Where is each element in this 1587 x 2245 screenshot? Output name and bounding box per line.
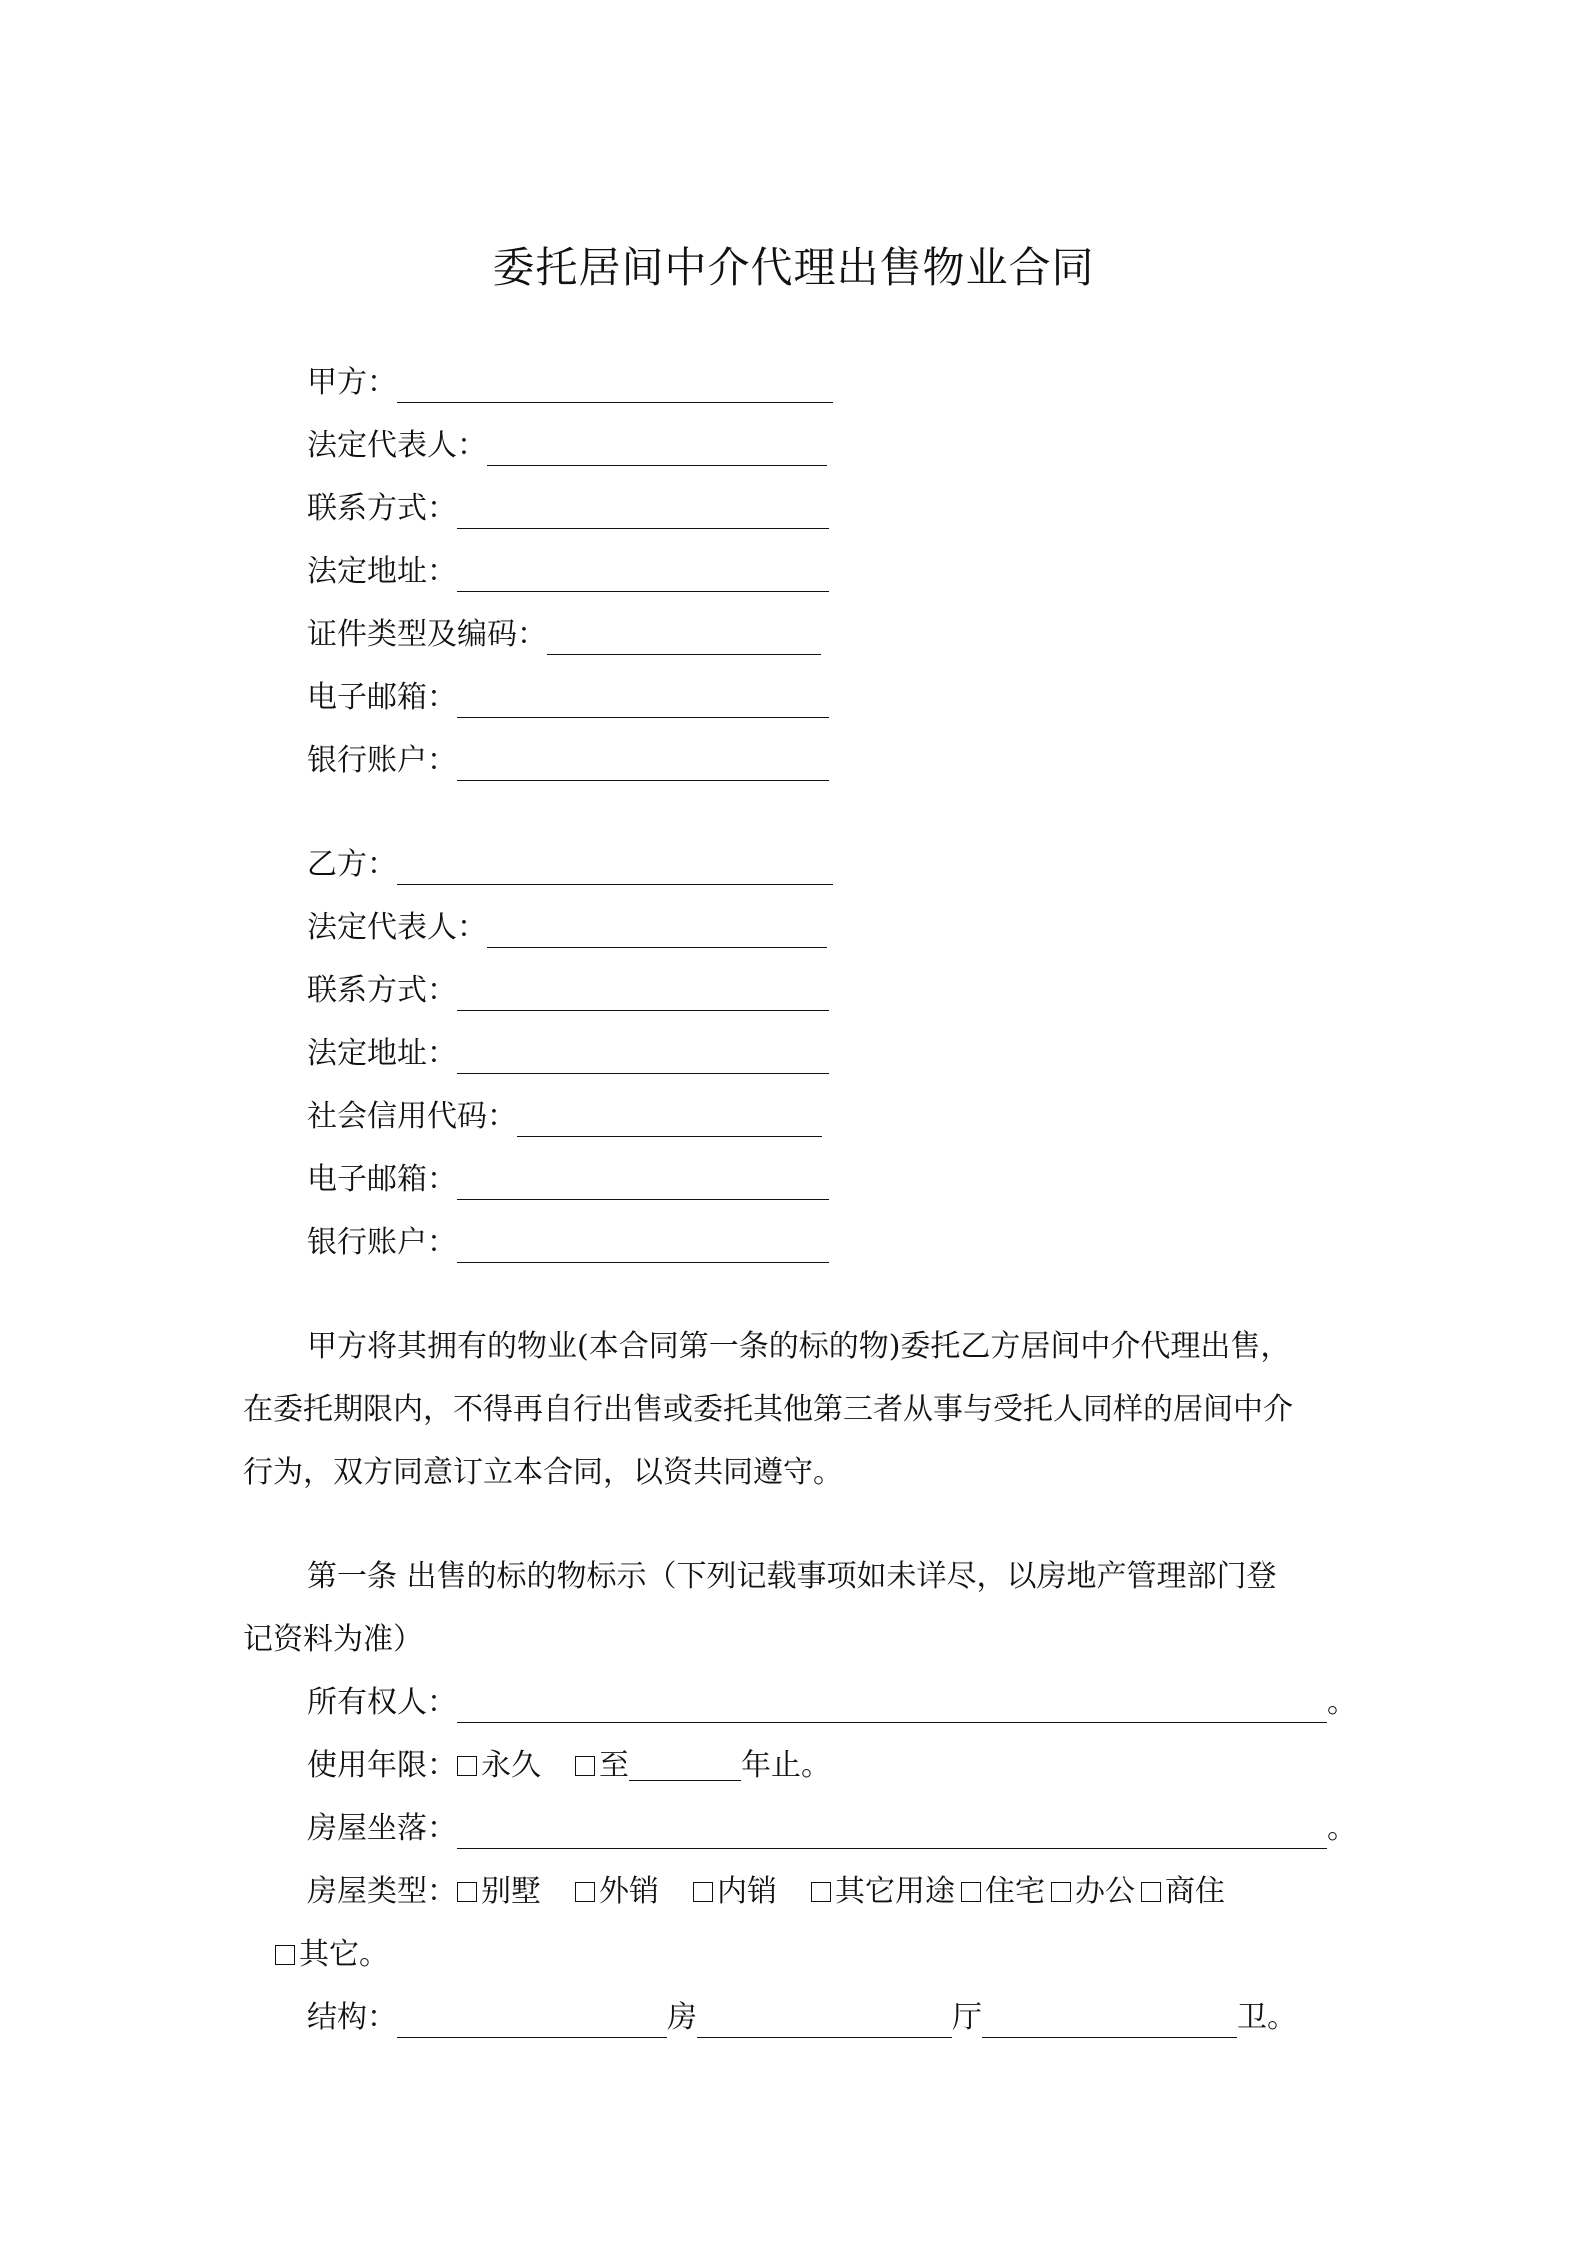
party-a-email-field bbox=[307, 678, 829, 718]
structure-label: 结构： bbox=[307, 2000, 397, 2035]
term-label: 使用年限： bbox=[307, 1748, 457, 1783]
type-option-other-use: 其它用途 bbox=[805, 1872, 955, 1912]
party-a-id-blank[interactable] bbox=[547, 622, 821, 655]
type-export-checkbox[interactable] bbox=[575, 1882, 595, 1902]
house-type-field bbox=[307, 1872, 1225, 1912]
party-a-representative-label: 法定代表人： bbox=[307, 428, 487, 463]
type-residential-checkbox[interactable] bbox=[961, 1882, 981, 1902]
party-a-id-field bbox=[307, 615, 821, 655]
type-option-commercial-residential: 商住 bbox=[1135, 1872, 1225, 1912]
type-option-export: 外销 bbox=[569, 1872, 659, 1912]
party-b-address-blank[interactable] bbox=[457, 1041, 829, 1074]
party-a-bank-label: 银行账户： bbox=[307, 743, 457, 778]
location-label: 房屋坐落： bbox=[307, 1811, 457, 1846]
party-b-representative-blank[interactable] bbox=[487, 915, 827, 948]
term-year-blank[interactable] bbox=[629, 1750, 741, 1781]
party-a-field bbox=[307, 363, 833, 403]
party-b-contact-field bbox=[307, 971, 829, 1011]
type-villa-checkbox[interactable] bbox=[457, 1882, 477, 1902]
party-b-email-blank[interactable] bbox=[457, 1167, 829, 1200]
hall-label: 厅 bbox=[952, 2000, 982, 2035]
party-b-contact-label: 联系方式： bbox=[307, 973, 457, 1008]
party-a-representative-field bbox=[307, 426, 827, 466]
party-b-email-label: 电子邮箱： bbox=[307, 1162, 457, 1197]
party-a-address-label: 法定地址： bbox=[307, 554, 457, 589]
type-other-line bbox=[275, 1935, 389, 1975]
location-blank[interactable] bbox=[457, 1816, 1327, 1849]
intro-line-1: 甲方将其拥有的物业(本合同第一条的标的物)委托乙方居间中介代理出售， bbox=[307, 1329, 1291, 1364]
owner-field bbox=[307, 1683, 1357, 1723]
party-b-credit-code-label: 社会信用代码： bbox=[307, 1099, 517, 1134]
party-b-label: 乙方： bbox=[307, 847, 397, 882]
article-1-heading-line-2: 记资料为准） bbox=[243, 1622, 423, 1657]
bath-label: 卫。 bbox=[1237, 2000, 1297, 2035]
party-a-contact-field bbox=[307, 489, 829, 529]
hall-blank[interactable] bbox=[697, 2005, 952, 2038]
party-b-address-field bbox=[307, 1034, 829, 1074]
location-field bbox=[307, 1809, 1357, 1849]
term-until-label: 至 bbox=[599, 1748, 629, 1783]
party-a-address-field bbox=[307, 552, 829, 592]
term-field bbox=[307, 1746, 831, 1786]
room-blank[interactable] bbox=[397, 2005, 667, 2038]
party-a-representative-blank[interactable] bbox=[487, 433, 827, 466]
room-label: 房 bbox=[667, 2000, 697, 2035]
type-option-villa: 别墅 bbox=[457, 1872, 541, 1912]
intro-line-2: 在委托期限内，不得再自行出售或委托其他第三者从事与受托人同样的居间中介 bbox=[243, 1392, 1293, 1427]
type-commercial-residential-checkbox[interactable] bbox=[1141, 1882, 1161, 1902]
party-a-contact-label: 联系方式： bbox=[307, 491, 457, 526]
type-other-label: 其它。 bbox=[299, 1937, 389, 1972]
type-option-residential: 住宅 bbox=[955, 1872, 1045, 1912]
structure-field bbox=[307, 1998, 1297, 2038]
party-b-representative-field bbox=[307, 908, 827, 948]
intro-line-3: 行为，双方同意订立本合同，以资共同遵守。 bbox=[243, 1455, 843, 1490]
owner-label: 所有权人： bbox=[307, 1685, 457, 1720]
party-a-contact-blank[interactable] bbox=[457, 496, 829, 529]
party-a-bank-blank[interactable] bbox=[457, 748, 829, 781]
article-1-heading-line-1: 第一条 出售的标的物标示（下列记载事项如未详尽，以房地产管理部门登 bbox=[307, 1559, 1277, 1594]
type-other-use-checkbox[interactable] bbox=[811, 1882, 831, 1902]
party-a-address-blank[interactable] bbox=[457, 559, 829, 592]
party-b-field bbox=[307, 845, 833, 885]
party-a-label: 甲方： bbox=[307, 365, 397, 400]
party-b-credit-code-field bbox=[307, 1097, 822, 1137]
party-b-bank-field bbox=[307, 1223, 829, 1263]
party-b-email-field bbox=[307, 1160, 829, 1200]
term-suffix: 年止。 bbox=[741, 1748, 831, 1783]
term-until-checkbox[interactable] bbox=[575, 1756, 595, 1776]
party-b-blank[interactable] bbox=[397, 852, 833, 885]
party-b-contact-blank[interactable] bbox=[457, 978, 829, 1011]
type-option-domestic: 内销 bbox=[687, 1872, 777, 1912]
type-office-checkbox[interactable] bbox=[1051, 1882, 1071, 1902]
party-b-representative-label: 法定代表人： bbox=[307, 910, 487, 945]
party-b-bank-blank[interactable] bbox=[457, 1230, 829, 1263]
term-permanent-checkbox[interactable] bbox=[457, 1756, 477, 1776]
party-a-blank[interactable] bbox=[397, 370, 833, 403]
type-domestic-checkbox[interactable] bbox=[693, 1882, 713, 1902]
party-a-email-label: 电子邮箱： bbox=[307, 680, 457, 715]
party-b-credit-code-blank[interactable] bbox=[517, 1104, 822, 1137]
type-other-checkbox[interactable] bbox=[275, 1945, 295, 1965]
owner-blank[interactable] bbox=[457, 1690, 1327, 1723]
party-b-bank-label: 银行账户： bbox=[307, 1225, 457, 1260]
term-permanent-label: 永久 bbox=[481, 1748, 541, 1783]
party-b-address-label: 法定地址： bbox=[307, 1036, 457, 1071]
party-a-bank-field bbox=[307, 741, 829, 781]
location-period: 。 bbox=[1327, 1811, 1357, 1846]
owner-period: 。 bbox=[1327, 1685, 1357, 1720]
document-title: 委托居间中介代理出售物业合同 bbox=[492, 243, 1095, 292]
party-a-email-blank[interactable] bbox=[457, 685, 829, 718]
party-a-id-label: 证件类型及编码： bbox=[307, 617, 547, 652]
type-option-office: 办公 bbox=[1045, 1872, 1135, 1912]
house-type-label: 房屋类型： bbox=[307, 1874, 457, 1909]
bath-blank[interactable] bbox=[982, 2005, 1237, 2038]
